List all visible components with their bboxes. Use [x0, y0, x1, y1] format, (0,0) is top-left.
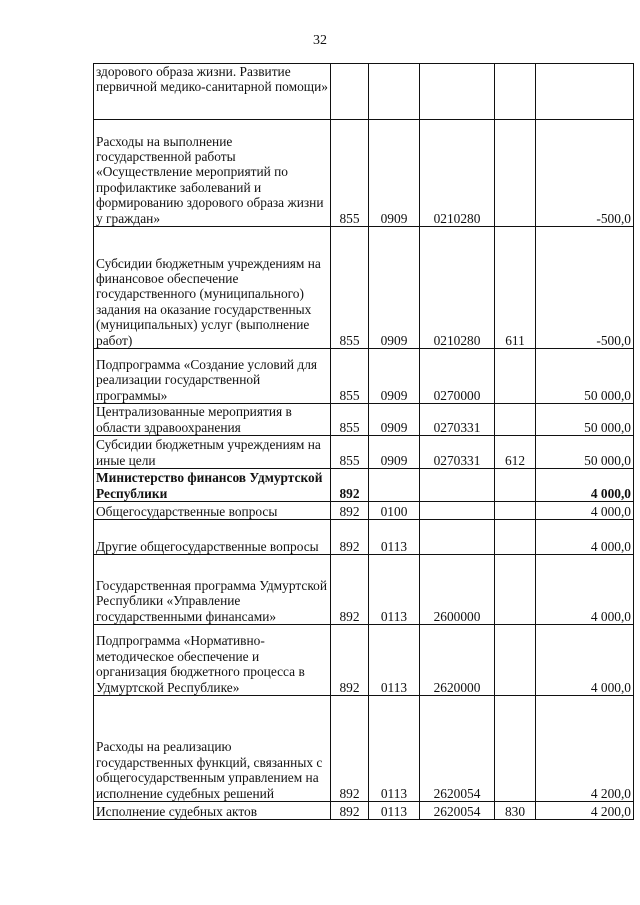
- row-type: [495, 64, 536, 120]
- row-sum: -500,0: [536, 227, 634, 349]
- row-sum: -500,0: [536, 120, 634, 227]
- row-type: [495, 469, 536, 502]
- row-code: 855: [331, 227, 369, 349]
- row-name: Расходы на реализацию государственных функций, связанных с общегосударственным управлением на исполнение судебных решений: [94, 696, 331, 802]
- row-article: [420, 502, 495, 520]
- row-article: 0270331: [420, 436, 495, 469]
- row-section: 0909: [369, 120, 420, 227]
- page-number: 32: [313, 33, 327, 48]
- row-code: 855: [331, 404, 369, 436]
- table-row: [94, 802, 634, 820]
- row-article: 2620054: [420, 802, 495, 820]
- row-code: 892: [331, 555, 369, 625]
- row-type: [495, 520, 536, 555]
- row-type: [495, 555, 536, 625]
- row-type: 612: [495, 436, 536, 469]
- row-code: 855: [331, 349, 369, 404]
- row-code: 855: [331, 436, 369, 469]
- row-section: 0100: [369, 502, 420, 520]
- row-sum: 4 000,0: [536, 502, 634, 520]
- row-code: 892: [331, 502, 369, 520]
- row-code: 892: [331, 520, 369, 555]
- table-row: [94, 555, 634, 625]
- row-type: 830: [495, 802, 536, 820]
- row-code: 892: [331, 696, 369, 802]
- row-name: здорового образа жизни. Развитие первичной медико-санитарной помощи»: [94, 64, 331, 120]
- row-name: Государственная программа Удмуртской Республики «Управление государственными финансами»: [94, 555, 331, 625]
- row-name: Другие общегосударственные вопросы: [94, 520, 331, 555]
- table-row: [94, 404, 634, 436]
- row-article: [420, 520, 495, 555]
- row-section: 0113: [369, 696, 420, 802]
- row-section: 0909: [369, 404, 420, 436]
- row-sum: 4 000,0: [536, 625, 634, 696]
- row-type: [495, 696, 536, 802]
- row-name: Субсидии бюджетным учреждениям на финансовое обеспечение государственного (муниципального) задания на оказание государственных (муниципальных) услуг (выполнение работ): [94, 227, 331, 349]
- table-row: [94, 227, 634, 349]
- row-name: Централизованные мероприятия в области здравоохранения: [94, 404, 331, 436]
- table-row: [94, 120, 634, 227]
- row-article: 0210280: [420, 120, 495, 227]
- row-code: [331, 64, 369, 120]
- row-name: Исполнение судебных актов: [94, 802, 331, 820]
- row-sum: 4 000,0: [536, 520, 634, 555]
- row-article: 0270000: [420, 349, 495, 404]
- table-row: [94, 436, 634, 469]
- row-article: 2620000: [420, 625, 495, 696]
- row-code: 892: [331, 469, 369, 502]
- row-type: [495, 502, 536, 520]
- table-row: [94, 625, 634, 696]
- row-type: [495, 349, 536, 404]
- row-section: 0909: [369, 349, 420, 404]
- table-row: [94, 64, 634, 120]
- row-name: Подпрограмма «Нормативно-методическое обеспечение и организация бюджетного процесса в Удмуртской Республике»: [94, 625, 331, 696]
- row-article: 0210280: [420, 227, 495, 349]
- table-row: [94, 696, 634, 802]
- row-sum: [536, 64, 634, 120]
- row-article: [420, 469, 495, 502]
- row-article: 2600000: [420, 555, 495, 625]
- row-sum: 4 000,0: [536, 555, 634, 625]
- row-sum: 4 200,0: [536, 696, 634, 802]
- row-code: 892: [331, 802, 369, 820]
- row-name: Субсидии бюджетным учреждениям на иные цели: [94, 436, 331, 469]
- row-name: Министерство финансов Удмуртской Республики: [94, 469, 331, 502]
- row-code: 855: [331, 120, 369, 227]
- row-article: 2620054: [420, 696, 495, 802]
- row-type: [495, 404, 536, 436]
- budget-table-body: [94, 64, 634, 820]
- row-section: 0909: [369, 436, 420, 469]
- row-sum: 50 000,0: [536, 349, 634, 404]
- row-name: Подпрограмма «Создание условий для реализации государственной программы»: [94, 349, 331, 404]
- row-section: 0113: [369, 802, 420, 820]
- row-name: Расходы на выполнение государственной работы «Осуществление мероприятий по профилактике заболеваний и формированию здорового образа жизни у граждан»: [94, 120, 331, 227]
- row-section: [369, 64, 420, 120]
- row-section: 0113: [369, 625, 420, 696]
- row-section: 0113: [369, 520, 420, 555]
- row-article: [420, 64, 495, 120]
- row-section: 0113: [369, 555, 420, 625]
- table-row: [94, 469, 634, 502]
- row-name: Общегосударственные вопросы: [94, 502, 331, 520]
- row-article: 0270331: [420, 404, 495, 436]
- row-sum: 4 200,0: [536, 802, 634, 820]
- row-code: 892: [331, 625, 369, 696]
- table-row: [94, 520, 634, 555]
- row-type: 611: [495, 227, 536, 349]
- row-type: [495, 120, 536, 227]
- table-row: [94, 502, 634, 520]
- budget-table: [93, 63, 634, 820]
- row-section: [369, 469, 420, 502]
- row-type: [495, 625, 536, 696]
- row-sum: 50 000,0: [536, 404, 634, 436]
- row-sum: 4 000,0: [536, 469, 634, 502]
- row-section: 0909: [369, 227, 420, 349]
- table-row: [94, 349, 634, 404]
- row-sum: 50 000,0: [536, 436, 634, 469]
